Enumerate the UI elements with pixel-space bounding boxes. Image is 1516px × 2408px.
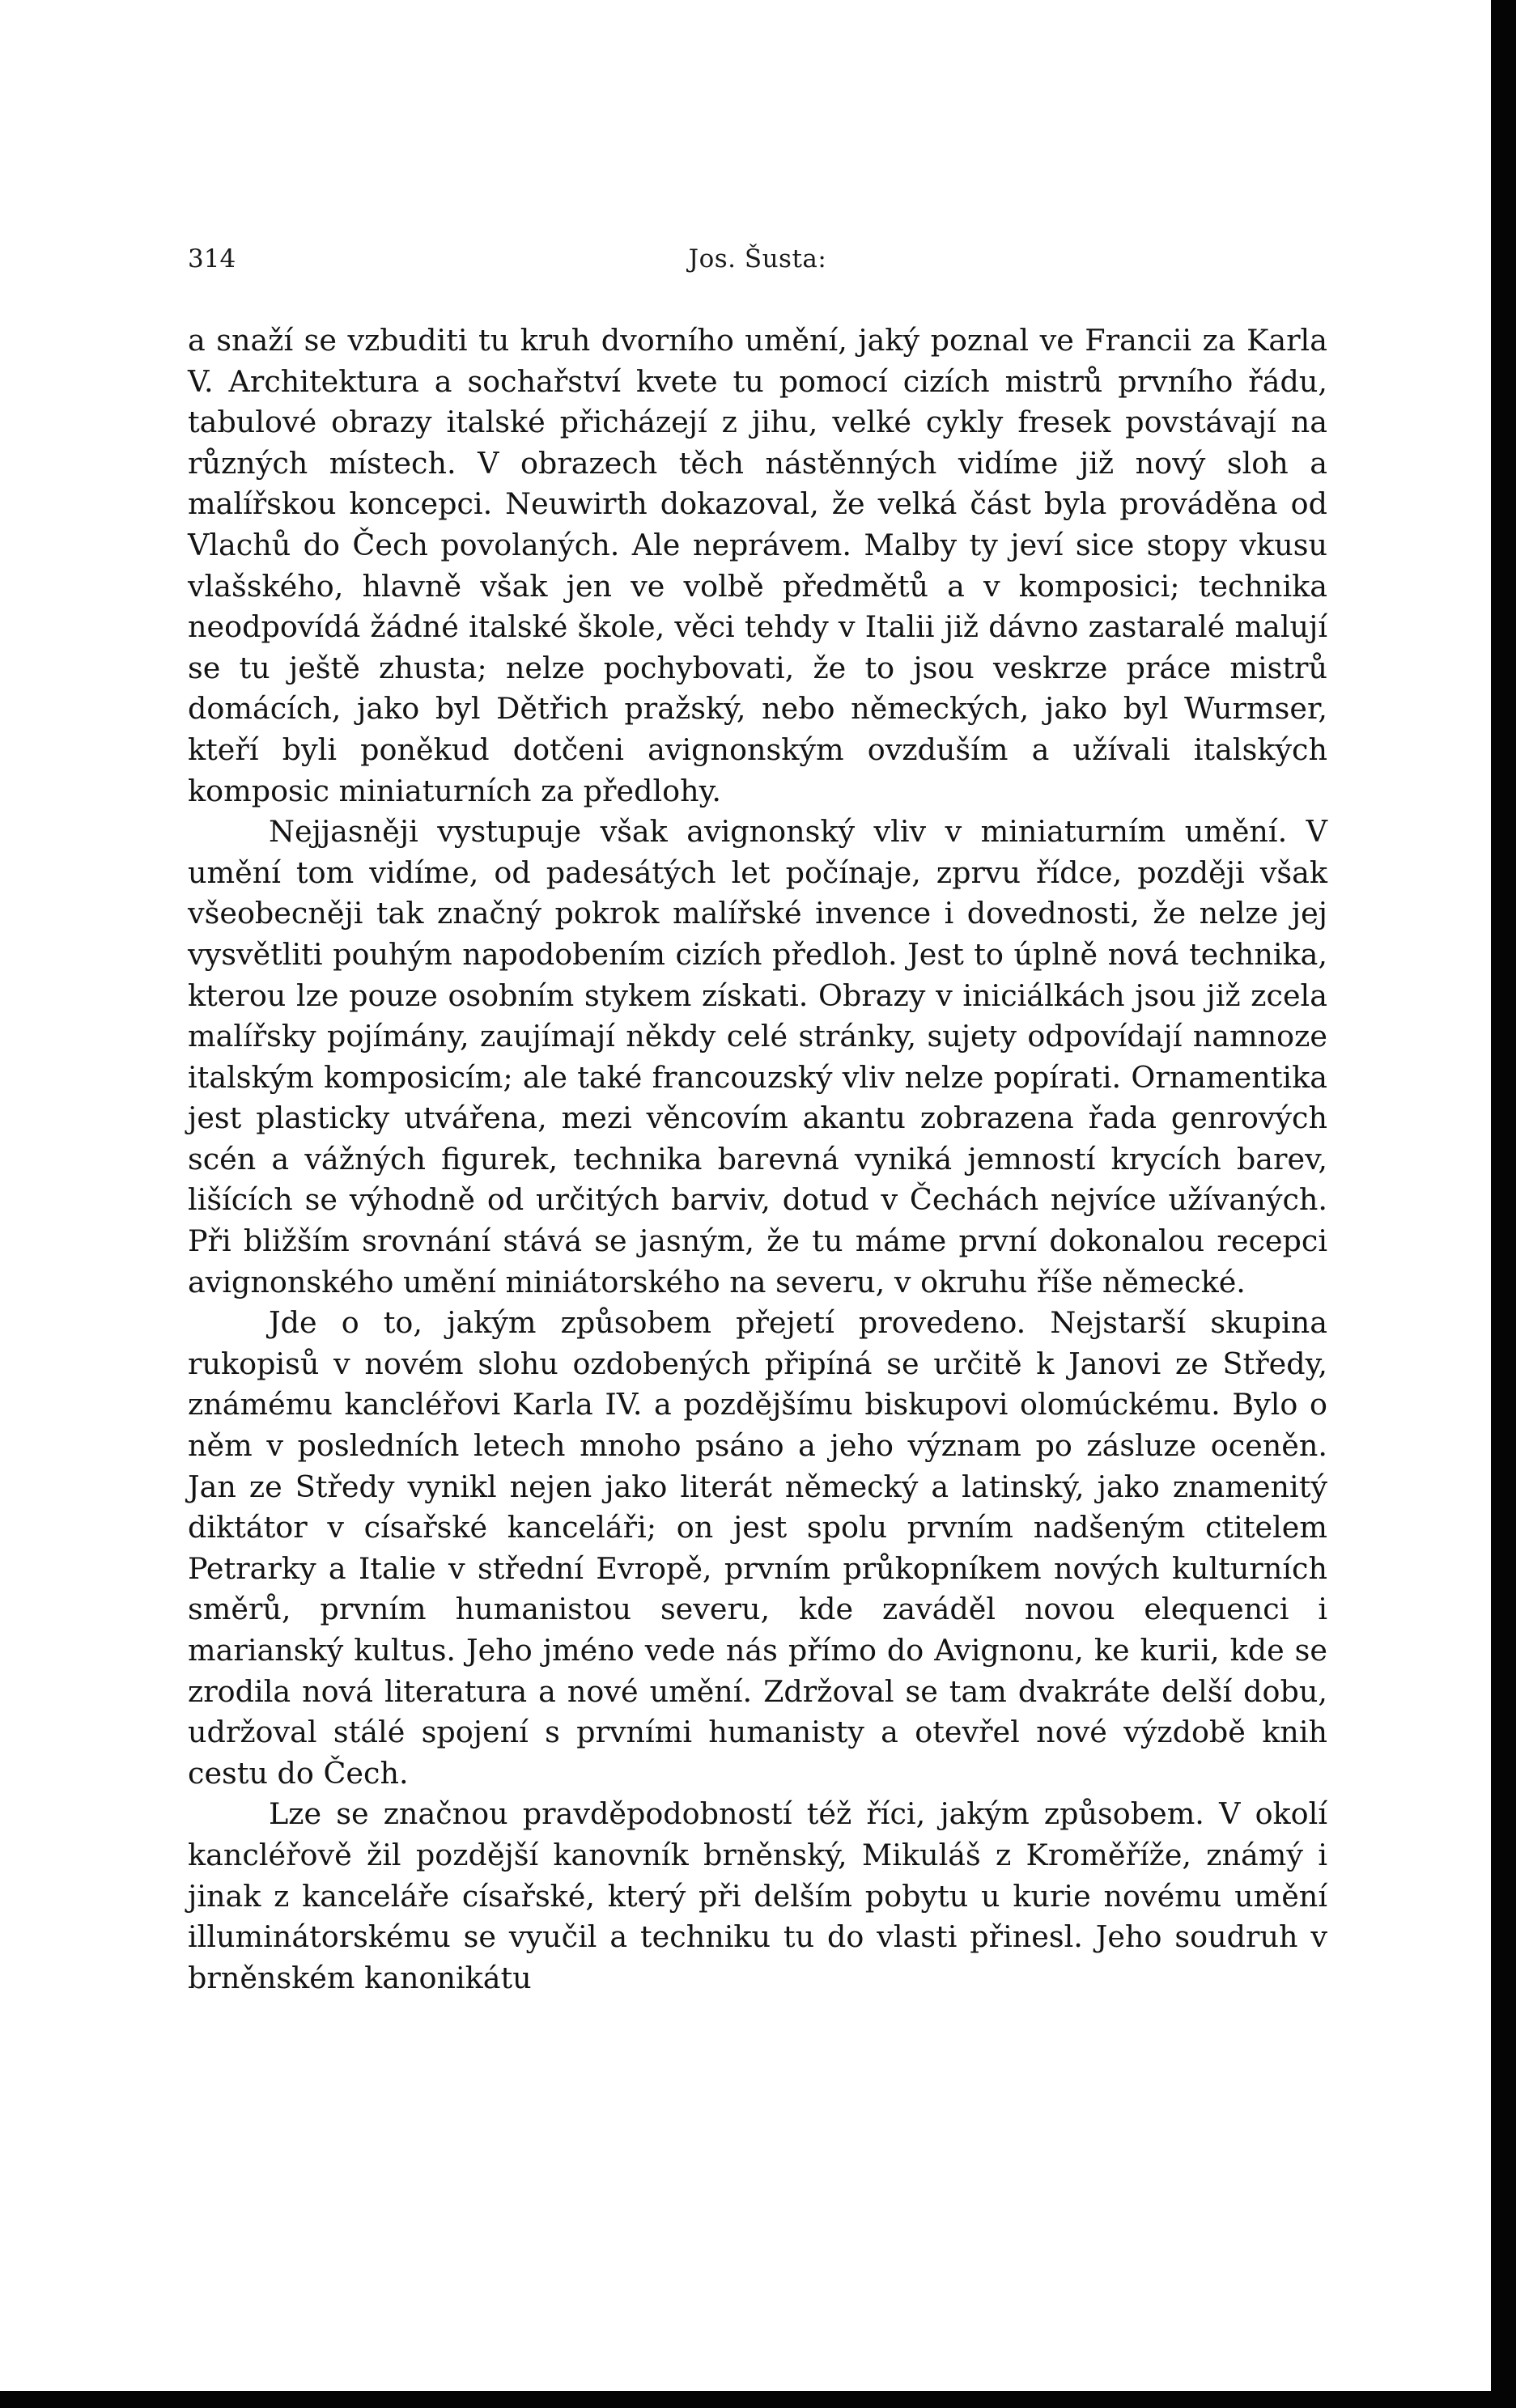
running-head: Jos. Šusta: [688, 244, 827, 273]
page-header [188, 244, 1327, 283]
scan-border-right [1491, 0, 1516, 2408]
body-text [188, 320, 1327, 1999]
scan-border-bottom [0, 2391, 1516, 2408]
paragraph: a snaží se vzbuditi tu kruh dvorního umění, jaký poznal ve Francii za Karla V. Architektura a sochařství kvete tu pomocí cizích mistrů prvního řádu, tabulové obrazy italské přicházejí z jihu, velké cykly fresek povstávají na různých místech. V obrazech těch nástěnných vidíme již nový sloh a malířskou koncepci. Neuwirth dokazoval, že velká část byla prováděna od Vlachů do Čech povolaných. Ale neprávem. Malby ty jeví sice stopy vkusu vlašského, hlavně však jen ve volbě předmětů a v komposici; technika neodpovídá žádné italské škole, věci tehdy v Italii již dávno zastaralé malují se tu ještě zhusta; nelze pochybovati, že to jsou veskrze práce mistrů domácích, jako byl Dětřich pražský, nebo německých, jako byl Wurmser, kteří byli poněkud dotčeni avignonským ovzduším a užívali italských komposic miniaturních za předlohy. [188, 323, 1327, 808]
paragraph: Lze se značnou pravděpodobností též říci, jakým způsobem. V okolí kancléřově žil pozdější kanovník brněnský, Mikuláš z Kroměříže, známý i jinak z kanceláře císařské, který při delším pobytu u kurie novému umění illuminátorskému se vyučil a techniku tu do vlasti přinesl. Jeho soudruh v brněnském kanonikátu [188, 1796, 1327, 1995]
paragraph: Jde o to, jakým způsobem přejetí provedeno. Nejstarší skupina rukopisů v novém slohu ozdobených připíná se určitě k Janovi ze Středy, známému kancléřovi Karla IV. a pozdějšímu biskupovi olomúckému. Bylo o něm v posledních letech mnoho psáno a jeho význam po zásluze oceněn. Jan ze Středy vynikl nejen jako literát německý a latinský, jako znamenitý diktátor v císařské kanceláři; on jest spolu prvním nadšeným ctitelem Petrarky a Italie v střední Evropě, prvním průkopníkem nových kulturních směrů, prvním humanistou severu, kde zaváděl novou elequenci i marianský kultus. Jeho jméno vede nás přímo do Avignonu, ke kurii, kde se zrodila nová literatura a nové umění. Zdržoval se tam dvakráte delší dobu, udržoval stálé spojení s prvními humanisty a otevřel nové výzdobě knih cestu do Čech. [188, 1305, 1327, 1791]
paragraph: Nejjasněji vystupuje však avignonský vliv v miniaturním umění. V umění tom vidíme, od padesátých let počínaje, zprvu řídce, později však všeobecněji tak značný pokrok malířské invence i dovednosti, že nelze jej vysvětliti pouhým napodobením cizích předloh. Jest to úplně nová technika, kterou lze pouze osobním stykem získati. Obrazy v iniciálkách jsou již zcela malířsky pojímány, zaujímají někdy celé stránky, sujety odpovídají namnoze italským komposicím; ale také francouzský vliv nelze popírati. Ornamentika jest plasticky utvářena, mezi věncovím akantu zobrazena řada genrových scén a vážných figurek, technika barevná vyniká jemností krycích barev, lišících se výhodně od určitých barviv, dotud v Čechách nejvíce užívaných. Při bližším srovnání stává se jasným, že tu máme první dokonalou recepci avignonského umění miniátorského na severu, v okruhu říše německé. [188, 814, 1327, 1299]
page-number: 314 [188, 244, 236, 273]
